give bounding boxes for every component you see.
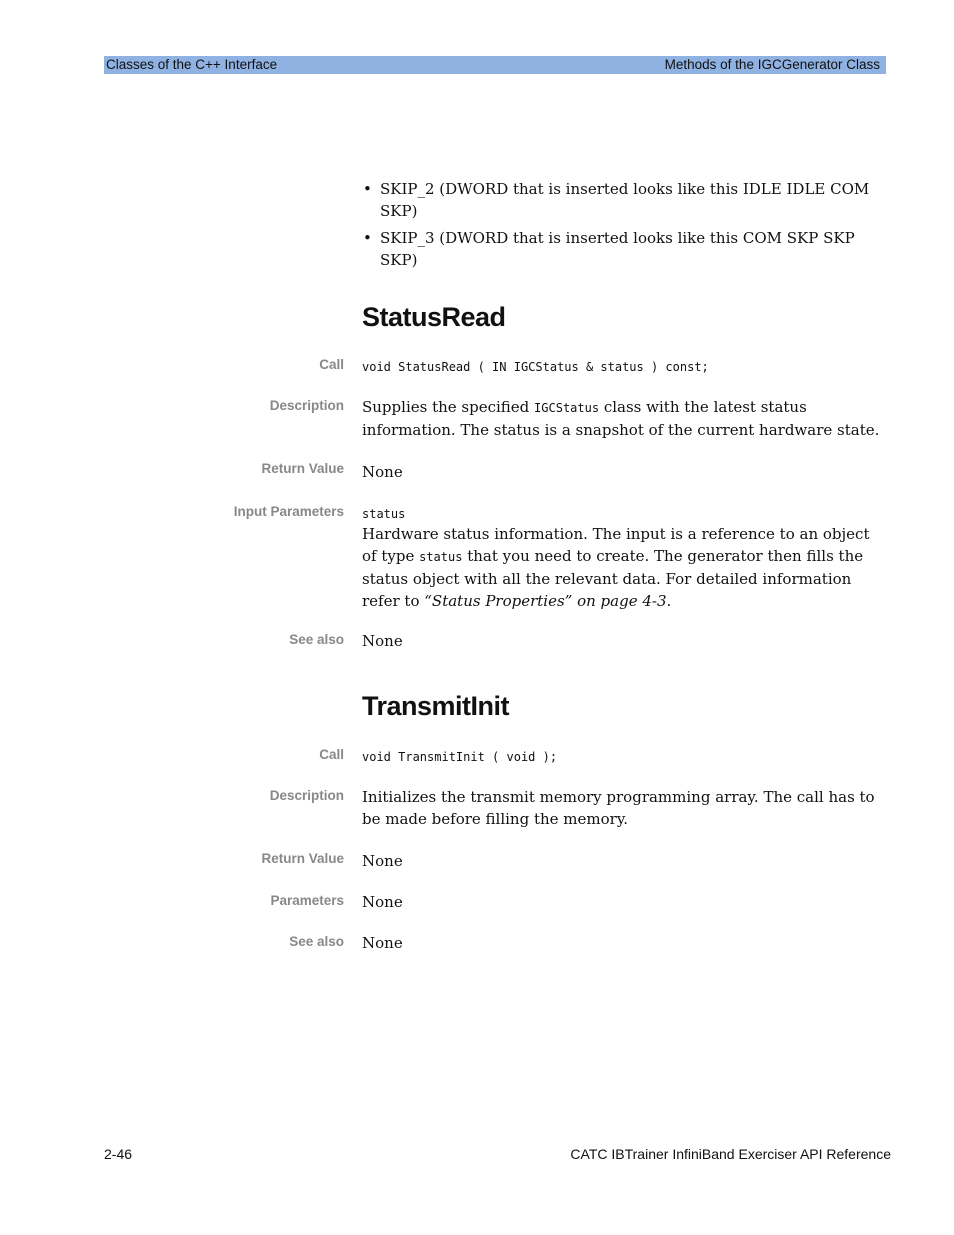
transmitinit-call-signature: void TransmitInit ( void );	[362, 750, 558, 764]
transmitinit-params-label: Parameters	[270, 893, 344, 908]
transmitinit-description: Initializes the transmit memory programming array. The call has to be made before filling the memory.	[362, 788, 875, 828]
statusread-see-also-value: None	[362, 632, 403, 650]
statusread-call-label: Call	[319, 357, 344, 372]
transmitinit-see-also-value: None	[362, 934, 403, 952]
statusread-return-label: Return Value	[261, 461, 344, 476]
status-code: status	[419, 550, 463, 564]
statusread-description: Supplies the specified IGCStatus class with the latest status information. The status is a snapshot of the current hardware state.	[362, 398, 880, 439]
statusread-param-name: status	[362, 507, 406, 521]
header-section-title: Classes of the C++ Interface	[106, 57, 278, 72]
running-header	[104, 56, 886, 74]
header-chapter-title: Methods of the IGCGenerator Class	[664, 57, 880, 72]
statusread-param-description: Hardware status information. The input is a reference to an object of type status that you need to create. The generator then fills the status object with all the relevant data. For detailed information refer to “Status Properties” on page 4-3.	[362, 525, 870, 610]
transmitinit-description-label: Description	[269, 788, 344, 803]
statusread-input-label: Input Parameters	[233, 504, 344, 519]
transmitinit-see-also-label: See also	[289, 934, 344, 949]
statusread-see-also-label: See also	[289, 632, 344, 647]
transmitinit-return-label: Return Value	[261, 851, 344, 866]
list-item: • SKIP_3 (DWORD that is inserted looks like this COM SKP SKP SKP)	[363, 229, 855, 269]
transmitinit-call-label: Call	[319, 747, 344, 762]
bullet-icon: •	[363, 229, 372, 247]
transmitinit-return-value: None	[362, 852, 403, 870]
statusread-heading: StatusRead	[362, 302, 506, 332]
page-number: 2-46	[104, 1146, 133, 1162]
statusread-description-label: Description	[269, 398, 344, 413]
statusread-return-value: None	[362, 463, 403, 481]
transmitinit-heading: TransmitInit	[362, 691, 510, 721]
igcstatus-code: IGCStatus	[534, 401, 600, 415]
statusread-call-signature: void StatusRead ( IN IGCStatus & status ) const;	[362, 360, 709, 374]
bullet-icon: •	[363, 180, 372, 198]
footer-document-title: CATC IBTrainer InfiniBand Exerciser API Reference	[570, 1146, 891, 1162]
list-item: • SKIP_2 (DWORD that is inserted looks like this IDLE IDLE COM SKP)	[363, 180, 870, 220]
status-properties-reference[interactable]: “Status Properties” on page 4-3	[424, 592, 667, 610]
skip-bullet-list	[362, 178, 882, 276]
transmitinit-params-value: None	[362, 893, 403, 911]
